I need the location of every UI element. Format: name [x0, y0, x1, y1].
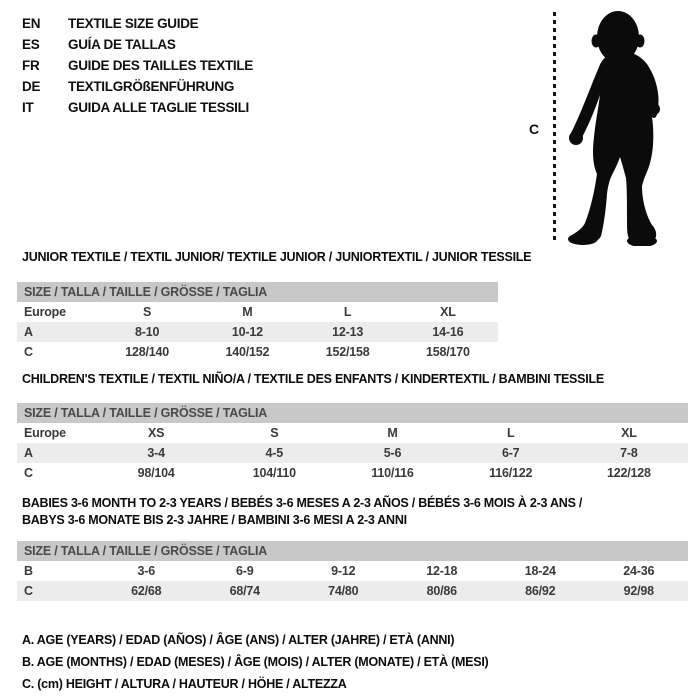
cell-value: 3-6 [137, 564, 155, 578]
height-measure-dashed-line [553, 12, 556, 243]
cell-value: 6-9 [236, 564, 254, 578]
row-label: Europe [24, 426, 66, 440]
language-row-de [22, 76, 253, 97]
cell-value: 9-12 [331, 564, 356, 578]
cell-value: S [143, 305, 152, 319]
language-row-fr [22, 55, 253, 76]
cell-value: XL [440, 305, 456, 319]
cell-value: 18-24 [524, 564, 556, 578]
size-header-bar: SIZE / TALLA / TAILLE / GRÖSSE / TAGLIA [17, 403, 688, 423]
cell-value: 6-7 [501, 446, 520, 460]
cell-value: 80/86 [426, 584, 457, 598]
section-title-babies: BABIES 3-6 MONTH TO 2-3 YEARS / BEBÉS 3-6 MESES A 2-3 AÑOS / BÉBÉS 3-6 MOIS À 2-3 ANS / BABYS 3-6 MONATE BIS 2-3 JAHRE / BAMBINI 3-6 MESI A 2-3 ANNI [22, 496, 583, 527]
cell-value: L [343, 305, 352, 319]
cell-value: XS [147, 426, 165, 440]
table-row [17, 342, 498, 362]
table-row [17, 423, 688, 443]
row-label: Europe [24, 305, 66, 319]
cell-value: M [387, 426, 398, 440]
measure-letter-c: C [529, 121, 540, 137]
language-code: ES [22, 37, 40, 52]
row-label: A [24, 325, 33, 339]
row-label: B [24, 564, 33, 578]
cell-value: 158/170 [425, 345, 470, 359]
table-row [17, 463, 688, 483]
section-title-junior: JUNIOR TEXTILE / TEXTIL JUNIOR/ TEXTILE JUNIOR / JUNIORTEXTIL / JUNIOR TESSILE [22, 250, 532, 264]
cell-value: 128/140 [125, 345, 170, 359]
cell-value: 68/74 [229, 584, 260, 598]
row-label: C [24, 345, 33, 359]
language-code: EN [22, 16, 41, 31]
cell-value: 110/116 [371, 466, 414, 480]
children-size-table [17, 403, 688, 483]
table-row [17, 561, 688, 581]
cell-value: 7-8 [620, 446, 638, 460]
cell-value: 12-13 [332, 325, 364, 339]
size-header-bar: SIZE / TALLA / TAILLE / GRÖSSE / TAGLIA [17, 541, 688, 561]
cell-value: M [242, 305, 253, 319]
language-row-en [22, 13, 253, 34]
cell-value: 104/110 [252, 466, 296, 480]
cell-value: 86/92 [525, 584, 556, 598]
cell-value: XL [621, 426, 637, 440]
cell-value: 152/158 [325, 345, 370, 359]
baby-silhouette-image [561, 8, 665, 246]
row-label: C [24, 466, 33, 480]
language-title: GUIDE DES TAILLES TEXTILE [68, 58, 254, 73]
cell-value: L [506, 426, 515, 440]
language-code: FR [22, 58, 40, 73]
cell-value: 92/98 [623, 584, 654, 598]
table-row [17, 322, 498, 342]
cell-value: 116/122 [489, 466, 533, 480]
cell-value: 5-6 [383, 446, 402, 460]
row-label: C [24, 584, 33, 598]
section-title-children: CHILDREN'S TEXTILE / TEXTIL NIÑO/A / TEXTILE DES ENFANTS / KINDERTEXTIL / BAMBINI TESSILE [22, 372, 604, 386]
language-row-it [22, 97, 253, 118]
size-header-bar: SIZE / TALLA / TAILLE / GRÖSSE / TAGLIA [17, 282, 498, 302]
legend-line: A. AGE (YEARS) / EDAD (AÑOS) / ÂGE (ANS) / ALTER (JAHRE) / ETÀ (ANNI) [22, 633, 455, 647]
cell-value: S [270, 426, 279, 440]
row-label: A [24, 446, 33, 460]
language-title: TEXTILGRÖßENFÜHRUNG [68, 79, 235, 94]
cell-value: 122/128 [606, 466, 651, 480]
cell-value: 24-36 [623, 564, 655, 578]
table-row [17, 581, 688, 601]
cell-value: 10-12 [231, 325, 263, 339]
legend-line: C. (cm) HEIGHT / ALTURA / HAUTEUR / HÖHE / ALTEZZA [22, 677, 347, 691]
cell-value: 14-16 [432, 325, 464, 339]
language-row-es [22, 34, 253, 55]
cell-value: 8-10 [135, 325, 160, 339]
measurement-legend [22, 629, 488, 695]
cell-value: 62/68 [131, 584, 162, 598]
cell-value: 140/152 [225, 345, 270, 359]
table-row [17, 302, 498, 322]
language-code: IT [22, 100, 34, 115]
table-row [17, 443, 688, 463]
junior-size-table [17, 282, 498, 362]
language-title: GUIDA ALLE TAGLIE TESSILI [68, 100, 249, 115]
cell-value: 98/104 [137, 466, 175, 480]
language-title-list [22, 13, 253, 118]
cell-value: 12-18 [426, 564, 458, 578]
babies-size-table [17, 541, 688, 601]
language-code: DE [22, 79, 41, 94]
cell-value: 3-4 [147, 446, 165, 460]
legend-line: B. AGE (MONTHS) / EDAD (MESES) / ÂGE (MOIS) / ALTER (MONATE) / ETÀ (MESI) [22, 655, 489, 669]
language-title: TEXTILE SIZE GUIDE [68, 16, 199, 31]
cell-value: 74/80 [328, 584, 359, 598]
cell-value: 4-5 [265, 446, 284, 460]
language-title: GUÍA DE TALLAS [68, 37, 176, 52]
